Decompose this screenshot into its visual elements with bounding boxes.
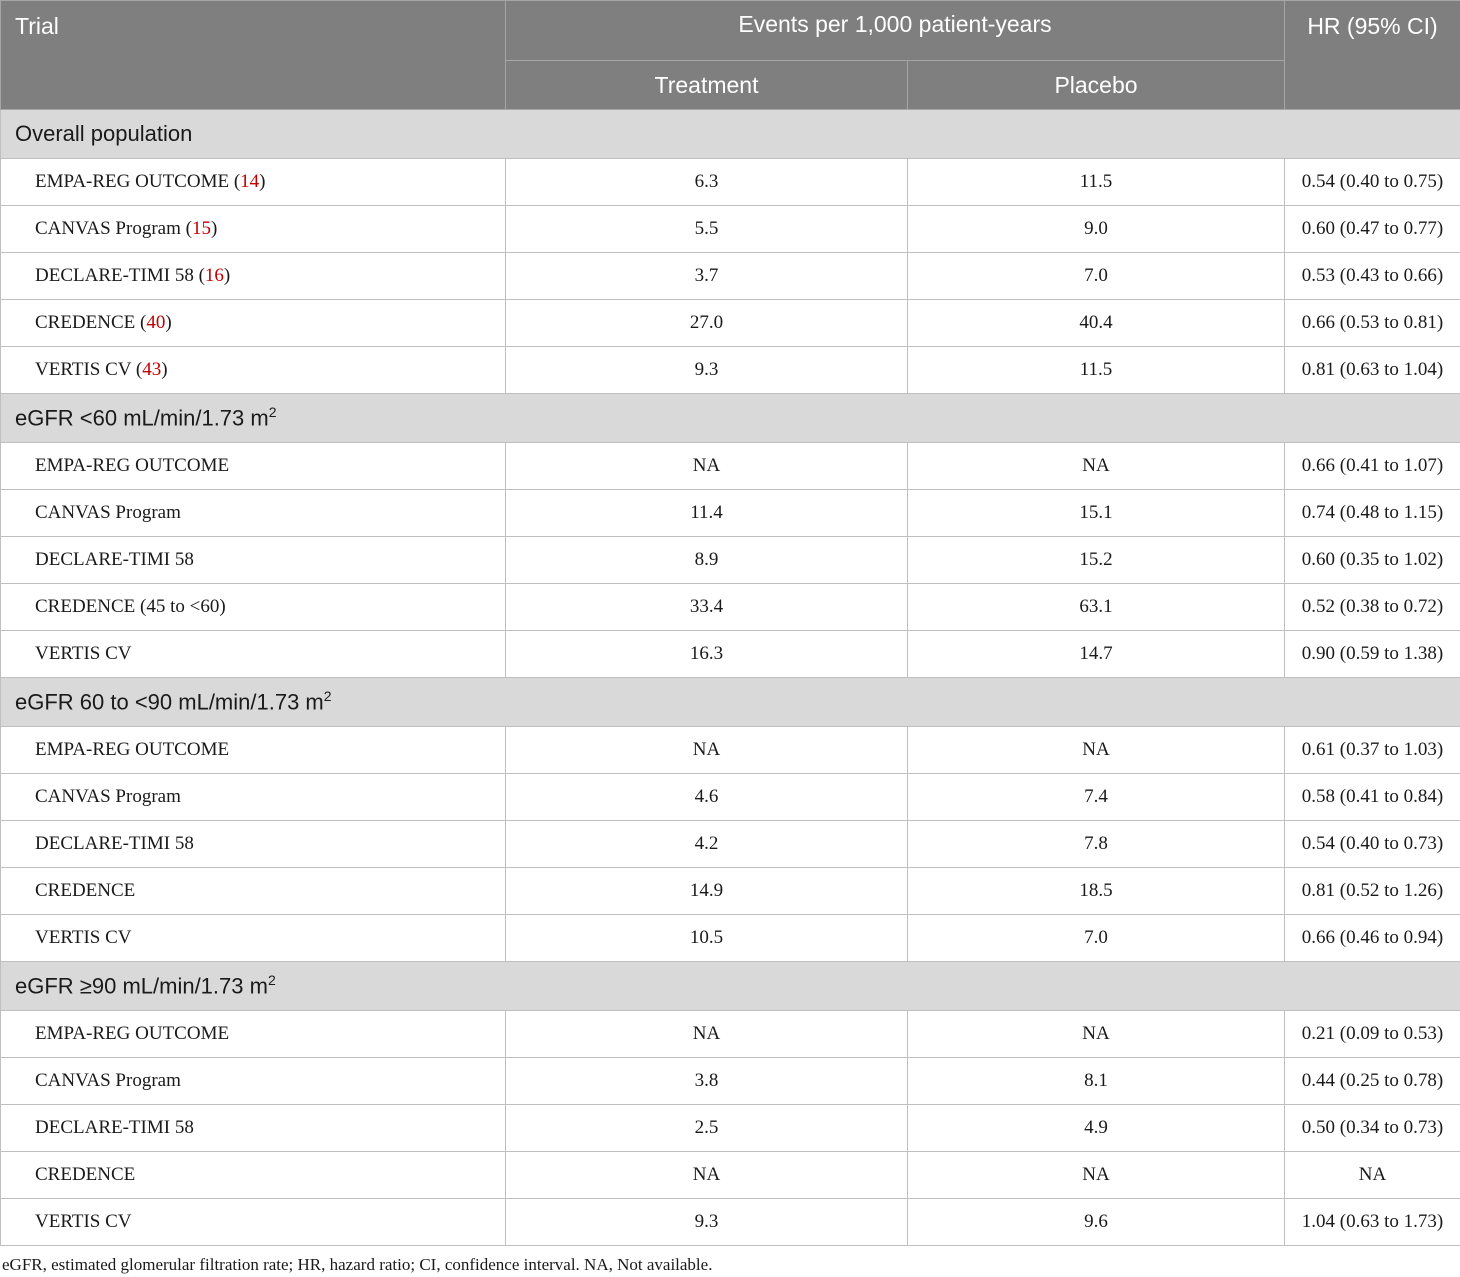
table-row [1, 443, 1460, 490]
treatment-cell: NA [506, 1152, 908, 1199]
section-row [1, 678, 1460, 727]
placebo-cell: NA [908, 1011, 1285, 1058]
placebo-cell: 4.9 [908, 1105, 1285, 1152]
treatment-cell: 3.7 [506, 253, 908, 300]
placebo-cell: NA [908, 443, 1285, 490]
trial-name: CANVAS Program [35, 502, 181, 523]
section-title-cell [1, 678, 1460, 727]
trial-cell [1, 868, 506, 915]
trial-cell [1, 1152, 506, 1199]
trial-name: EMPA-REG OUTCOME [35, 171, 230, 192]
table-row [1, 631, 1460, 678]
table-row [1, 584, 1460, 631]
treatment-cell: 2.5 [506, 1105, 908, 1152]
header-trial: Trial [1, 1, 506, 110]
placebo-cell: 18.5 [908, 868, 1285, 915]
trial-cell: DECLARE-TIMI 58 (16) [1, 253, 506, 300]
trial-name: EMPA-REG OUTCOME [35, 739, 230, 760]
reference-link[interactable]: 14 [240, 171, 260, 192]
treatment-cell: 5.5 [506, 206, 908, 253]
trial-cell [1, 1058, 506, 1105]
trial-cell [1, 1199, 506, 1246]
hr-cell: 0.81 (0.63 to 1.04) [1285, 347, 1460, 394]
trial-name: CREDENCE [35, 1164, 136, 1185]
hr-cell: 0.90 (0.59 to 1.38) [1285, 631, 1460, 678]
section-row [1, 962, 1460, 1011]
section-title: eGFR 60 to <90 mL/min/1.73 m [15, 689, 324, 715]
trial-name: EMPA-REG OUTCOME [35, 1023, 230, 1044]
placebo-cell: 7.8 [908, 821, 1285, 868]
trial-cell [1, 490, 506, 537]
trial-cell: CANVAS Program (15) [1, 206, 506, 253]
treatment-cell: 8.9 [506, 537, 908, 584]
section-title-superscript: 2 [267, 972, 276, 989]
trial-cell [1, 1105, 506, 1152]
treatment-cell: 9.3 [506, 347, 908, 394]
trial-name: DECLARE-TIMI 58 [35, 549, 194, 570]
table-row [1, 253, 1460, 300]
trial-cell [1, 774, 506, 821]
trial-cell [1, 915, 506, 962]
trial-name: DECLARE-TIMI 58 [35, 265, 194, 286]
treatment-cell: 6.3 [506, 159, 908, 206]
placebo-cell: 63.1 [908, 584, 1285, 631]
table-row [1, 868, 1460, 915]
hr-cell: 0.60 (0.35 to 1.02) [1285, 537, 1460, 584]
table-header [1, 1, 1460, 110]
placebo-cell: 15.2 [908, 537, 1285, 584]
table-row [1, 206, 1460, 253]
table-row [1, 915, 1460, 962]
treatment-cell: 4.2 [506, 821, 908, 868]
section-title-superscript: 2 [268, 404, 277, 421]
placebo-cell: 9.6 [908, 1199, 1285, 1246]
trial-name: CREDENCE [35, 880, 136, 901]
trial-cell [1, 443, 506, 490]
treatment-cell: 16.3 [506, 631, 908, 678]
hr-cell: 0.53 (0.43 to 0.66) [1285, 253, 1460, 300]
hr-cell: 0.52 (0.38 to 0.72) [1285, 584, 1460, 631]
section-title-superscript: 2 [323, 688, 332, 705]
treatment-cell: 3.8 [506, 1058, 908, 1105]
table-row [1, 159, 1460, 206]
hr-cell: 0.58 (0.41 to 0.84) [1285, 774, 1460, 821]
trial-name: VERTIS CV [35, 1211, 132, 1232]
trial-name: VERTIS CV [35, 643, 132, 664]
trial-cell: EMPA-REG OUTCOME (14) [1, 159, 506, 206]
trial-name: VERTIS CV [35, 359, 132, 380]
table-row [1, 727, 1460, 774]
trial-name: VERTIS CV [35, 927, 132, 948]
trial-cell [1, 537, 506, 584]
placebo-cell: 15.1 [908, 490, 1285, 537]
treatment-cell: 11.4 [506, 490, 908, 537]
table-row [1, 537, 1460, 584]
reference-link[interactable]: 43 [142, 359, 162, 380]
table-row [1, 1011, 1460, 1058]
table-row [1, 490, 1460, 537]
hr-cell: 0.21 (0.09 to 0.53) [1285, 1011, 1460, 1058]
trial-name: CANVAS Program [35, 1070, 181, 1091]
treatment-cell: 4.6 [506, 774, 908, 821]
trial-name: CANVAS Program [35, 786, 181, 807]
trial-cell [1, 584, 506, 631]
placebo-cell: 8.1 [908, 1058, 1285, 1105]
placebo-cell: 40.4 [908, 300, 1285, 347]
trial-cell [1, 727, 506, 774]
section-title-cell [1, 110, 1460, 159]
hr-cell: 0.66 (0.41 to 1.07) [1285, 443, 1460, 490]
treatment-cell: 10.5 [506, 915, 908, 962]
hr-cell: 0.60 (0.47 to 0.77) [1285, 206, 1460, 253]
trial-cell: CREDENCE (40) [1, 300, 506, 347]
placebo-cell: 7.0 [908, 253, 1285, 300]
section-title-cell [1, 394, 1460, 443]
section-title: eGFR ≥90 mL/min/1.73 m [15, 973, 268, 999]
placebo-cell: 11.5 [908, 159, 1285, 206]
table-row [1, 300, 1460, 347]
trial-name: DECLARE-TIMI 58 [35, 833, 194, 854]
trial-name: CANVAS Program [35, 218, 181, 239]
placebo-cell: 9.0 [908, 206, 1285, 253]
treatment-cell: 9.3 [506, 1199, 908, 1246]
trial-cell [1, 631, 506, 678]
trial-name: DECLARE-TIMI 58 [35, 1117, 194, 1138]
reference-link[interactable]: 15 [191, 218, 211, 239]
hr-cell: 0.54 (0.40 to 0.75) [1285, 159, 1460, 206]
treatment-cell: 33.4 [506, 584, 908, 631]
trial-cell [1, 821, 506, 868]
section-title: eGFR <60 mL/min/1.73 m [15, 405, 269, 431]
placebo-cell: 7.0 [908, 915, 1285, 962]
section-title: Overall population [15, 121, 193, 146]
treatment-cell: NA [506, 727, 908, 774]
treatment-cell: 27.0 [506, 300, 908, 347]
trial-name: CREDENCE [35, 312, 136, 333]
hr-cell: 0.50 (0.34 to 0.73) [1285, 1105, 1460, 1152]
reference-link[interactable]: 40 [146, 312, 166, 333]
placebo-cell: NA [908, 1152, 1285, 1199]
trial-cell: VERTIS CV (43) [1, 347, 506, 394]
treatment-cell: NA [506, 443, 908, 490]
treatment-cell: 14.9 [506, 868, 908, 915]
hr-cell: 0.66 (0.53 to 0.81) [1285, 300, 1460, 347]
header-hr: HR (95% CI) [1285, 1, 1460, 110]
placebo-cell: 11.5 [908, 347, 1285, 394]
header-placebo: Placebo [908, 61, 1285, 110]
hr-cell: 0.74 (0.48 to 1.15) [1285, 490, 1460, 537]
table-row [1, 347, 1460, 394]
table-row [1, 774, 1460, 821]
hr-cell: 0.66 (0.46 to 0.94) [1285, 915, 1460, 962]
treatment-cell: NA [506, 1011, 908, 1058]
hr-cell: NA [1285, 1152, 1460, 1199]
table-row [1, 1152, 1460, 1199]
hr-cell: 0.44 (0.25 to 0.78) [1285, 1058, 1460, 1105]
hr-cell: 0.61 (0.37 to 1.03) [1285, 727, 1460, 774]
trial-cell [1, 1011, 506, 1058]
section-row [1, 394, 1460, 443]
section-row [1, 110, 1460, 159]
trial-name: EMPA-REG OUTCOME [35, 455, 230, 476]
table-row [1, 1105, 1460, 1152]
table-row [1, 1058, 1460, 1105]
table-row [1, 821, 1460, 868]
table-footnote: eGFR, estimated glomerular filtration rate; HR, hazard ratio; CI, confidence interval. NA, Not available. [2, 1255, 713, 1274]
trial-name: CREDENCE (45 to <60) [35, 596, 226, 617]
hr-cell: 1.04 (0.63 to 1.73) [1285, 1199, 1460, 1246]
placebo-cell: NA [908, 727, 1285, 774]
header-treatment: Treatment [506, 61, 908, 110]
reference-link[interactable]: 16 [204, 265, 224, 286]
header-events: Events per 1,000 patient-years [506, 1, 1285, 61]
placebo-cell: 14.7 [908, 631, 1285, 678]
hr-cell: 0.54 (0.40 to 0.73) [1285, 821, 1460, 868]
placebo-cell: 7.4 [908, 774, 1285, 821]
table-row [1, 1199, 1460, 1246]
hr-cell: 0.81 (0.52 to 1.26) [1285, 868, 1460, 915]
table-body [1, 110, 1460, 1246]
section-title-cell [1, 962, 1460, 1011]
